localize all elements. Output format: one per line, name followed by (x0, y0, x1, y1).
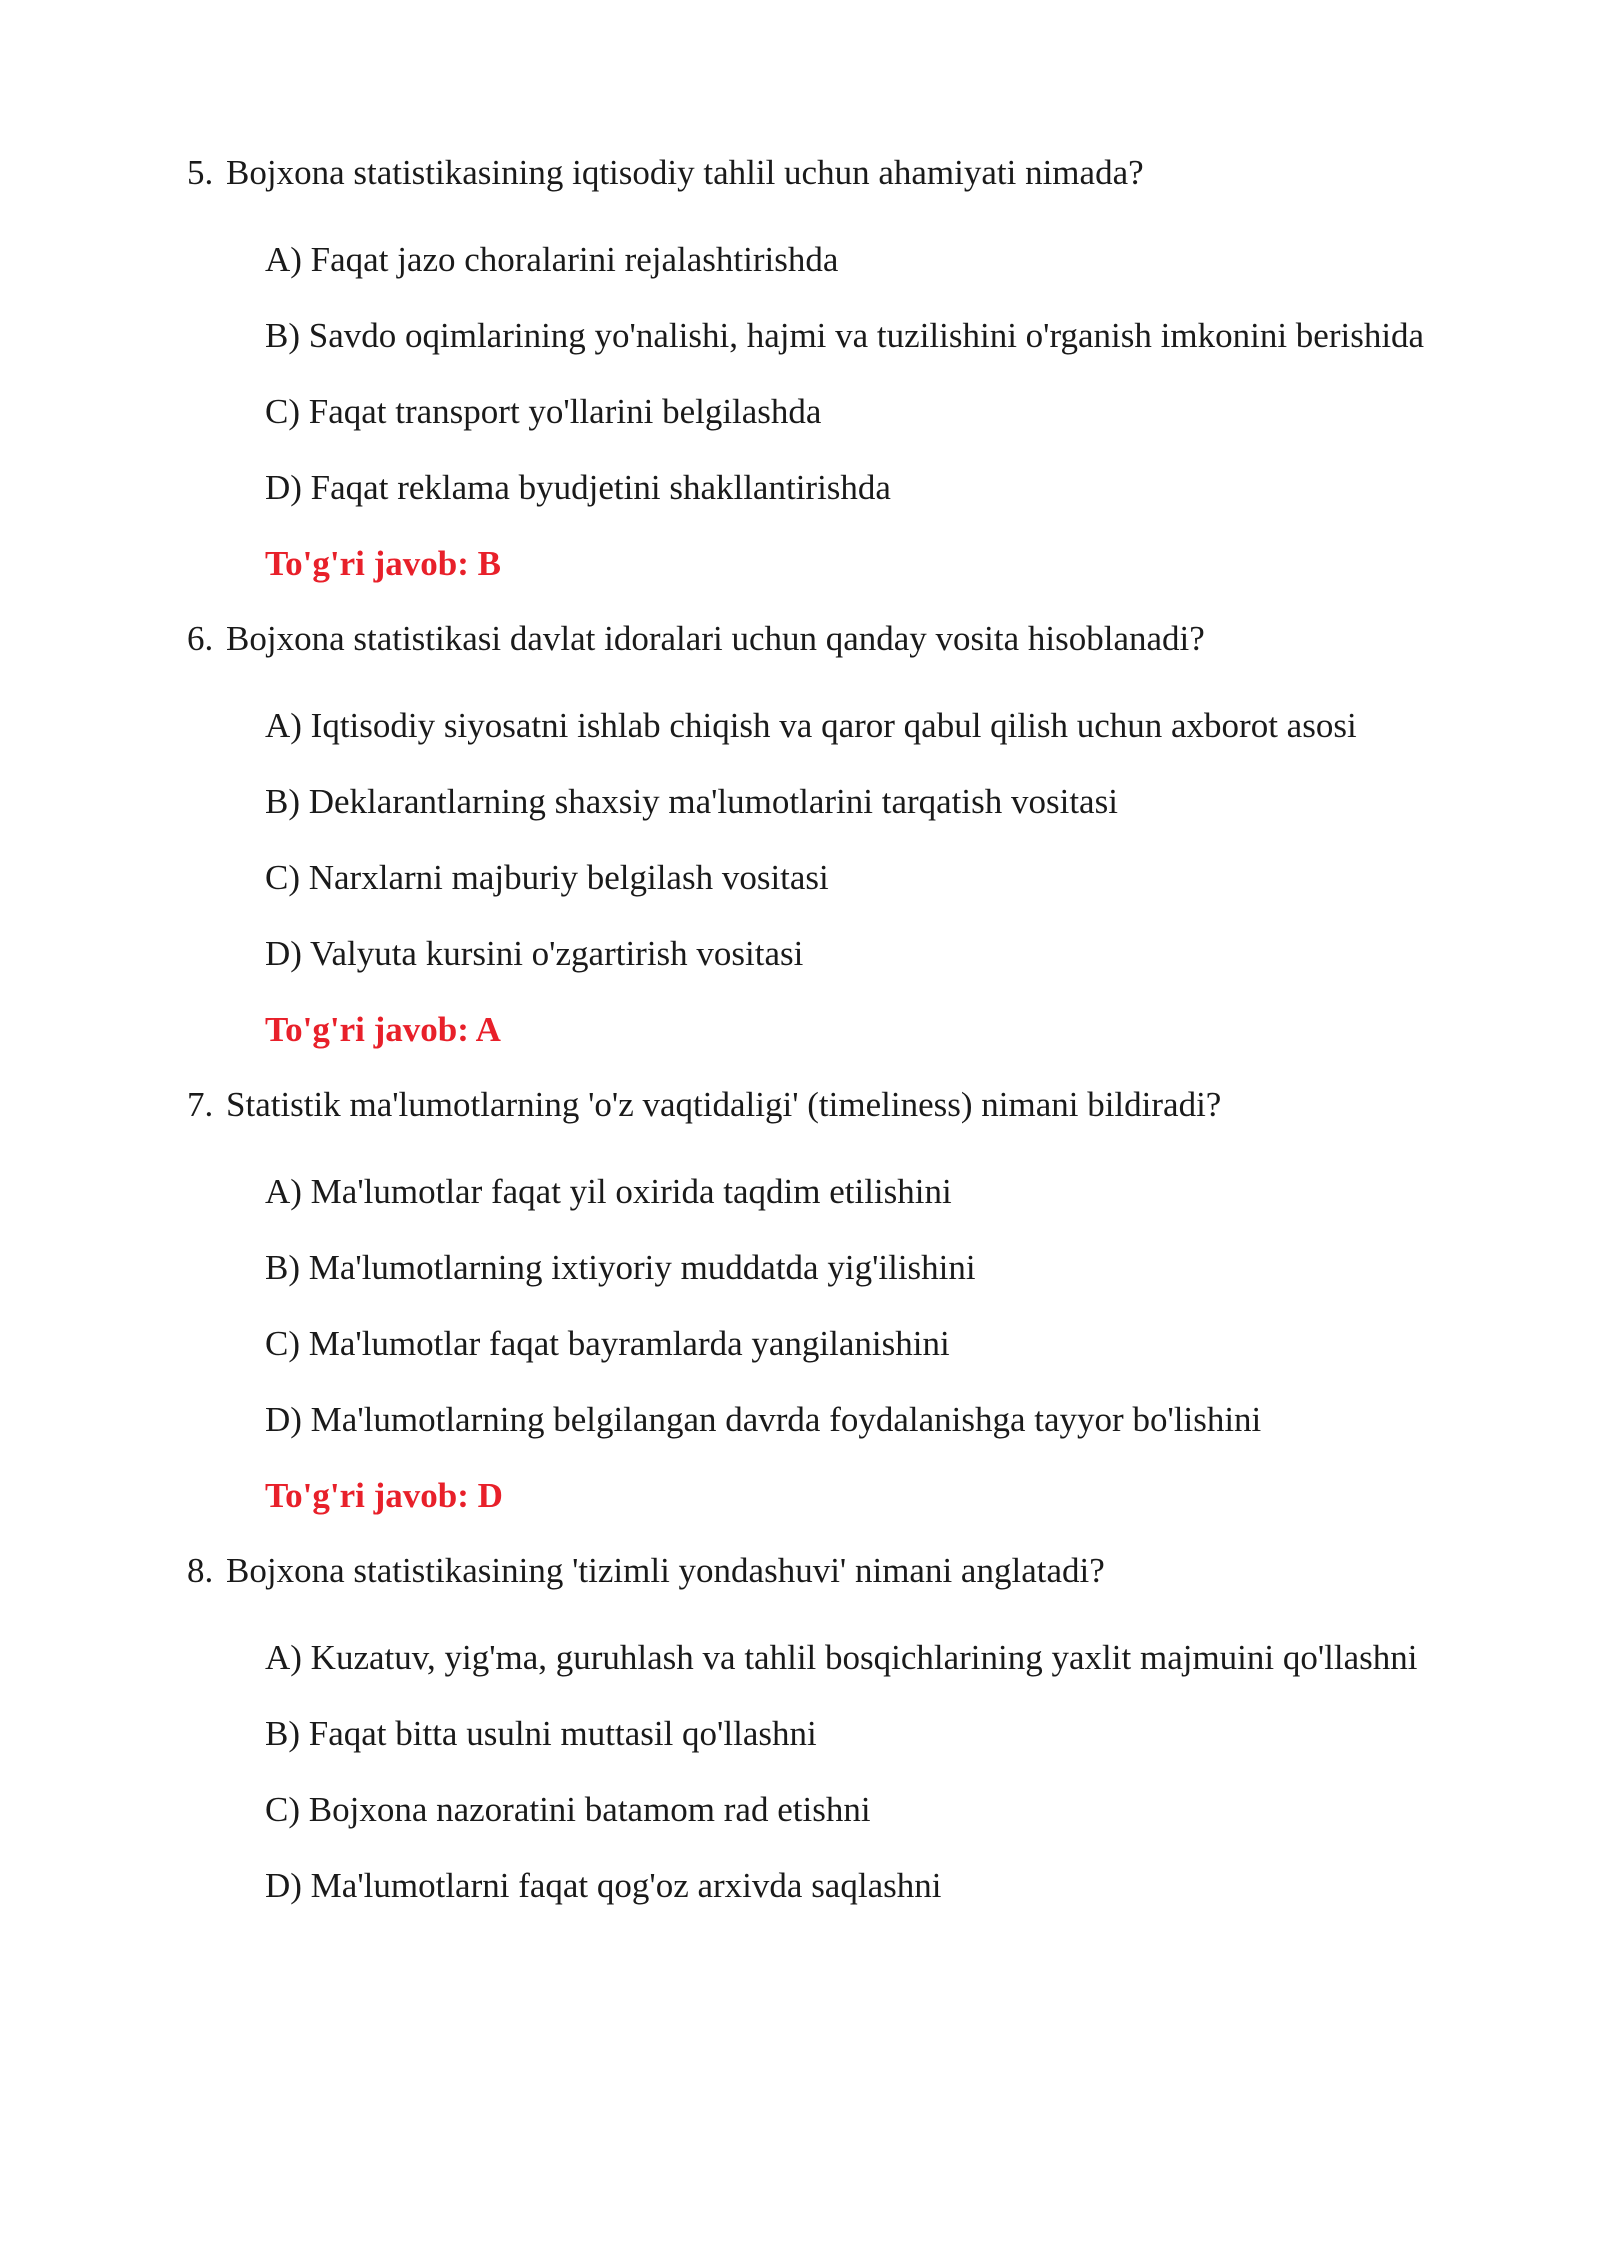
correct-answer: To'g'ri javob: B (265, 544, 501, 583)
question-text: Bojxona statistikasining 'tizimli yondashuvi' nimani anglatadi? (226, 1551, 1105, 1590)
option-d: D) Valyuta kursini o'zgartirish vositasi (265, 934, 804, 973)
question-text: Bojxona statistikasi davlat idoralari uchun qanday vosita hisoblanadi? (226, 619, 1205, 658)
question-block-8 (187, 1546, 1440, 1911)
question-block-6 (187, 614, 1440, 1055)
question-number: 8. (187, 1551, 214, 1590)
option-a: A) Iqtisodiy siyosatni ishlab chiqish va qaror qabul qilish uchun axborot asosi (265, 706, 1357, 745)
option-d: D) Ma'lumotlarni faqat qog'oz arxivda saqlashni (265, 1866, 942, 1905)
question-text: Bojxona statistikasining iqtisodiy tahlil uchun ahamiyati nimada? (226, 153, 1144, 192)
option-b: B) Faqat bitta usulni muttasil qo'llashni (265, 1714, 817, 1753)
question-block-7 (187, 1080, 1440, 1521)
option-c: C) Bojxona nazoratini batamom rad etishni (265, 1790, 871, 1829)
option-b: B) Ma'lumotlarning ixtiyoriy muddatda yig'ilishini (265, 1248, 976, 1287)
question-text: Statistik ma'lumotlarning 'o'z vaqtidaligi' (timeliness) nimani bildiradi? (226, 1085, 1222, 1124)
option-c: C) Faqat transport yo'llarini belgilashda (265, 392, 822, 431)
question-number: 7. (187, 1085, 214, 1124)
option-d: D) Faqat reklama byudjetini shakllantirishda (265, 468, 891, 507)
option-d: D) Ma'lumotlarning belgilangan davrda foydalanishga tayyor bo'lishini (265, 1400, 1262, 1439)
question-5 (187, 148, 1440, 198)
option-a: A) Faqat jazo choralarini rejalashtirishda (265, 240, 839, 279)
option-c: C) Narxlarni majburiy belgilash vositasi (265, 858, 829, 897)
question-6 (187, 614, 1440, 664)
question-block-5 (187, 148, 1440, 589)
option-a: A) Ma'lumotlar faqat yil oxirida taqdim etilishini (265, 1172, 952, 1211)
question-number: 6. (187, 619, 214, 658)
option-b: B) Deklarantlarning shaxsiy ma'lumotlarini tarqatish vositasi (265, 782, 1118, 821)
option-c: C) Ma'lumotlar faqat bayramlarda yangilanishini (265, 1324, 950, 1363)
question-number: 5. (187, 153, 214, 192)
correct-answer: To'g'ri javob: A (265, 1010, 501, 1049)
correct-answer: To'g'ri javob: D (265, 1476, 503, 1515)
option-b: B) Savdo oqimlarining yo'nalishi, hajmi va tuzilishini o'rganish imkonini berishida (265, 316, 1425, 355)
question-7 (187, 1080, 1440, 1130)
question-8 (187, 1546, 1440, 1596)
option-a: A) Kuzatuv, yig'ma, guruhlash va tahlil bosqichlarining yaxlit majmuini qo'llashni (265, 1638, 1418, 1677)
